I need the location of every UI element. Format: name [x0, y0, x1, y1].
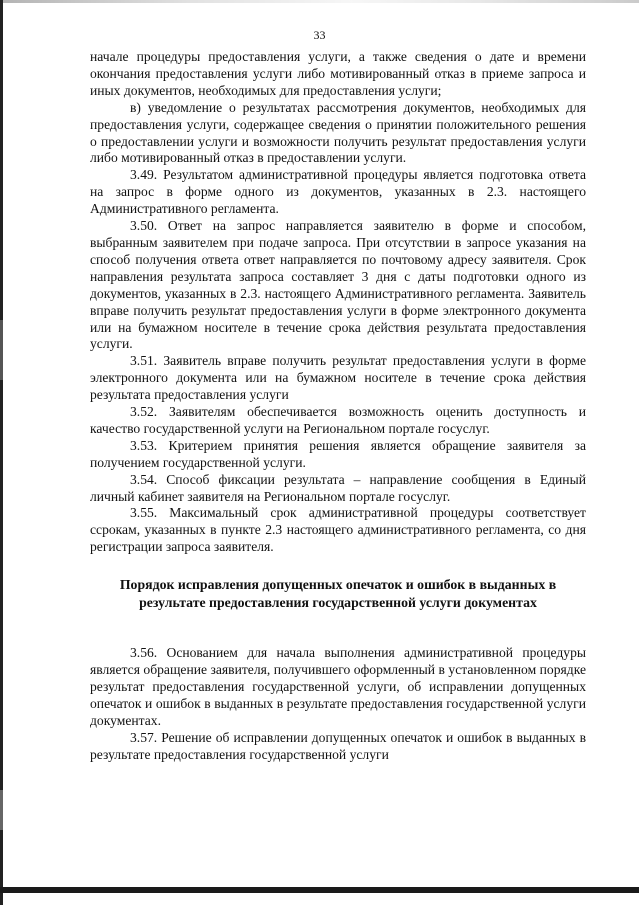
list-item-v: в) уведомление о результатах рассмотрения документов, необходимых для предоставления услуги, содержащее сведения о принятии положительного решения о предоставлении услуги и возможности получить результат предоставления услуги либо мотивированный отказ в предоставлении услуги. [90, 99, 586, 166]
paragraph-continuation: начале процедуры предоставления услуги, а также сведения о дате и времени окончания предоставления услуги либо мотивированный отказ в приеме запроса и иных документов, необходимых для предоставления услуги; [90, 49, 586, 98]
paragraph-3-53: 3.53. Критерием принятия решения является обращение заявителя за получением государственной услуги. [90, 437, 586, 470]
scan-left-edge [0, 0, 3, 905]
paragraph-3-57: 3.57. Решение об исправлении допущенных опечаток и ошибок в выданных в результате предоставления государственной услуги [90, 729, 586, 762]
scan-bottom-edge [0, 887, 639, 893]
paragraph-3-55: 3.55. Максимальный срок административной процедуры соответствует ссрокам, указанных в пункте 2.3 настоящего административного регламента, со дня регистрации запроса заявителя. [90, 505, 586, 555]
page-number: 33 [313, 28, 326, 42]
paragraph-3-52: 3.52. Заявителям обеспечивается возможность оценить доступность и качество государственной услуги на Региональном портале госуслуг. [90, 404, 586, 436]
paragraph-3-49: 3.49. Результатом административной процедуры является подготовка ответа на запрос в форме одного из документов, указанных в 2.3. настоящего Административного регламента. [90, 167, 586, 217]
section-heading: Порядок исправления допущенных опечаток и ошибок в выданных в результате предоставления государственной услуги документах [119, 577, 557, 610]
spacer [90, 611, 586, 645]
paragraph-3-54: 3.54. Способ фиксации результата – направление сообщения в Единый личный кабинет заявителя на Региональном портале госуслуг. [90, 471, 586, 504]
scan-left-edge-mark [0, 320, 3, 380]
paragraph-3-50: 3.50. Ответ на запрос направляется заявителю в форме и способом, выбранным заявителем при подаче запроса. При отсутствии в запросе указания на способ получения ответа ответ направляется по почтовому адресу заявителя. Срок направления результата запроса составляет 3 дня с даты подготовки одного из документов, указанных в 2.3. настоящего Административного регламента. Заявитель вправе получить результат предоставления услуги в форме электронного документа или на бумажном носителе в течение срока действия результата предоставления услуги. [90, 218, 586, 352]
document-body [90, 49, 586, 764]
paragraph-3-56: 3.56. Основанием для начала выполнения административной процедуры является обращение заявителя, получившего оформленный в установленном порядке результат предоставления государственной услуги, об исправлении допущенных опечаток и ошибок в выданных в результате предоставления государственной услуги документах. [90, 645, 586, 728]
scan-left-edge-mark [0, 790, 3, 830]
paragraph-3-51: 3.51. Заявитель вправе получить результат предоставления услуги в форме электронного документа или на бумажном носителе в течение срока действия результата предоставления услуги [90, 353, 586, 403]
scan-top-edge [0, 0, 639, 3]
